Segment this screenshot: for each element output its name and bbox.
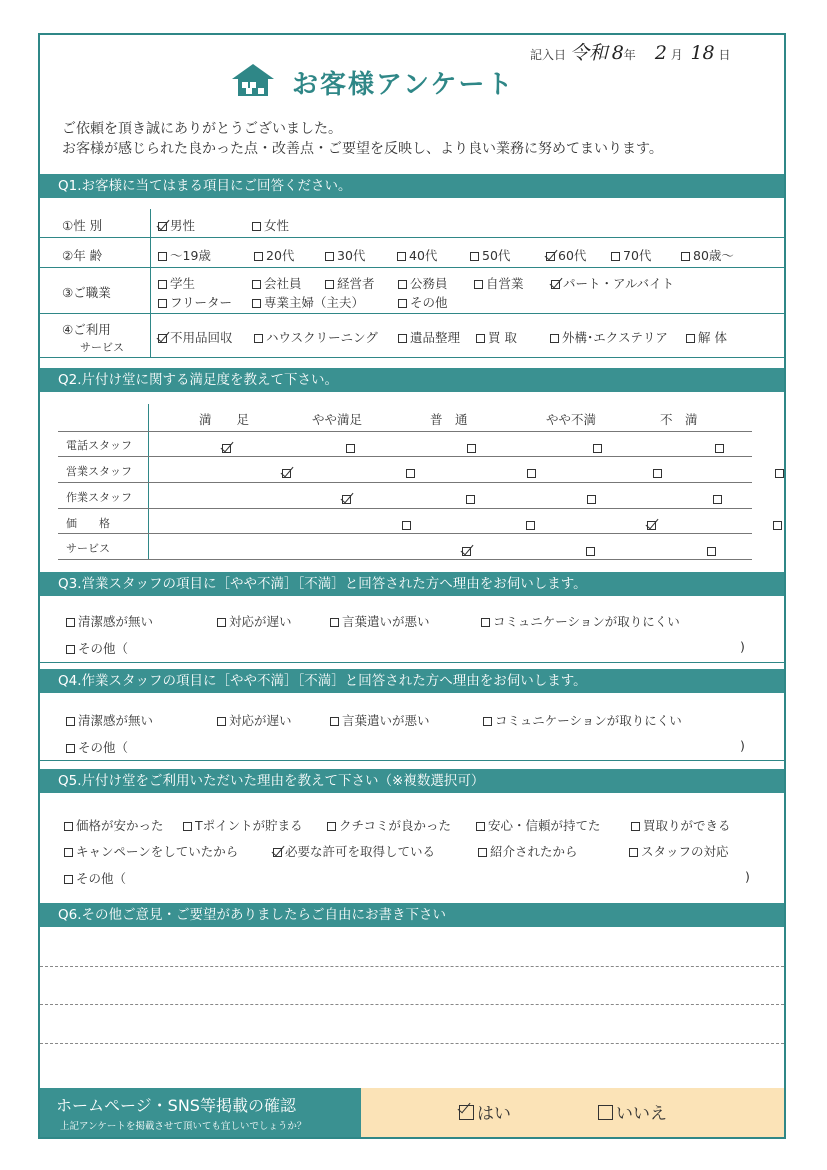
q5-opt-other[interactable]: その他（ — [64, 869, 126, 887]
q1-opt-female[interactable]: 女性 — [252, 216, 289, 234]
checkbox-icon[interactable] — [474, 280, 483, 289]
checkbox-checked-icon[interactable] — [158, 334, 167, 343]
q1-opt-buyback[interactable]: 買 取 — [476, 328, 517, 346]
q5-opt-buyback[interactable]: 買取りができる — [631, 816, 731, 834]
q1-label-service: ④ご利用 — [62, 322, 111, 337]
q2-heading: Q2.片付け堂に関する満足度を教えて下さい。 — [40, 368, 784, 392]
checkbox-icon[interactable] — [476, 334, 485, 343]
checkbox-icon[interactable] — [325, 280, 334, 289]
checkbox-icon[interactable] — [252, 222, 261, 231]
q2-row-phone-staff: 電話スタッフ — [66, 439, 132, 452]
q2-checkbox-checked-icon[interactable] — [462, 547, 471, 556]
date-month: 2 — [654, 42, 667, 64]
page-title: お客様アンケート — [292, 70, 515, 100]
q3-opt-rude[interactable]: 言葉遣いが悪い — [330, 612, 430, 630]
checkbox-icon[interactable] — [252, 299, 261, 308]
q1-opt-age-20[interactable]: 20代 — [254, 246, 294, 264]
footer-title: ホームページ・SNS等掲載の確認 — [56, 1096, 296, 1115]
checkbox-icon[interactable] — [681, 252, 690, 261]
q2-col-neutral: 普 通 — [430, 412, 468, 427]
q2-checkbox-icon[interactable] — [593, 444, 602, 453]
q1-opt-age-80[interactable]: 80歳～ — [681, 246, 734, 264]
checkbox-icon[interactable] — [158, 299, 167, 308]
checkbox-icon[interactable] — [330, 717, 339, 726]
q2-checkbox-checked-icon[interactable] — [282, 469, 291, 478]
q1-opt-executive[interactable]: 経営者 — [325, 274, 375, 292]
q5-other-close: ) — [745, 869, 750, 884]
checkbox-icon[interactable] — [398, 334, 407, 343]
q2-checkbox-icon[interactable] — [406, 469, 415, 478]
checkbox-icon[interactable] — [158, 252, 167, 261]
q1-opt-student[interactable]: 学生 — [158, 274, 195, 292]
q5-opt-trust[interactable]: 安心・信頼が持てた — [476, 816, 601, 834]
q3-opt-unclean[interactable]: 清潔感が無い — [66, 612, 153, 630]
q1-label-gender: ①性 別 — [62, 218, 103, 233]
q6-heading: Q6.その他ご意見・ご要望がありましたらご自由にお書き下さい — [40, 903, 784, 927]
checkbox-checked-icon[interactable] — [546, 252, 555, 261]
q2-col-somewhat-satisfied: やや満足 — [312, 412, 363, 427]
q1-opt-freeter[interactable]: フリーター — [158, 293, 232, 311]
q1-opt-age-30[interactable]: 30代 — [325, 246, 365, 264]
checkbox-icon[interactable] — [252, 280, 261, 289]
q5-opt-campaign[interactable]: キャンペーンをしていたから — [64, 842, 238, 860]
q1-opt-other[interactable]: その他 — [398, 293, 448, 311]
q3-heading: Q3.営業スタッフの項目に［やや不満］［不満］と回答された方へ理由をお伺いします。 — [40, 572, 784, 596]
checkbox-icon[interactable] — [598, 1105, 613, 1120]
q2-checkbox-icon[interactable] — [653, 469, 662, 478]
q3-opt-other[interactable]: その他（ — [66, 639, 128, 657]
q2-checkbox-icon[interactable] — [527, 469, 536, 478]
q1-opt-homemaker[interactable]: 専業主婦（主夫） — [252, 293, 364, 311]
q1-opt-age-40[interactable]: 40代 — [397, 246, 437, 264]
q1-heading: Q1.お客様に当てはまる項目にご回答ください。 — [40, 174, 784, 198]
date-day-unit: 日 — [718, 48, 731, 62]
consent-no[interactable]: いいえ — [598, 1099, 667, 1124]
q6-comment-area[interactable] — [40, 930, 784, 1087]
checkbox-icon[interactable] — [330, 618, 339, 627]
checkbox-icon[interactable] — [158, 280, 167, 289]
q2-checkbox-icon[interactable] — [715, 444, 724, 453]
footer-consent-label — [40, 1088, 361, 1137]
q4-opt-communication[interactable]: コミュニケーションが取りにくい — [483, 711, 682, 729]
checkbox-checked-icon[interactable] — [273, 848, 282, 857]
date-day: 18 — [690, 42, 715, 64]
q4-opt-other[interactable]: その他（ — [66, 738, 128, 756]
q1-opt-self-employed[interactable]: 自営業 — [474, 274, 524, 292]
checkbox-icon[interactable] — [398, 299, 407, 308]
q4-other-close: ) — [740, 738, 745, 753]
q5-heading: Q5.片付け堂をご利用いただいた理由を教えて下さい（※複数選択可） — [40, 769, 784, 793]
intro-line-2: お客様が感じられた良かった点・改善点・ご要望を反映し、より良い業務に努めてまいります。 — [62, 141, 663, 157]
q2-row-sales-staff: 営業スタッフ — [66, 465, 132, 478]
checkbox-icon[interactable] — [327, 822, 336, 831]
q5-opt-staff[interactable]: スタッフの対応 — [629, 842, 729, 860]
checkbox-icon[interactable] — [483, 717, 492, 726]
date-year-unit: 年 — [623, 48, 636, 62]
q2-checkbox-icon[interactable] — [402, 521, 411, 530]
checkbox-icon[interactable] — [66, 717, 75, 726]
consent-yes[interactable]: はい — [459, 1099, 511, 1124]
checkbox-icon[interactable] — [325, 252, 334, 261]
checkbox-checked-icon[interactable] — [158, 222, 167, 231]
q2-checkbox-checked-icon[interactable] — [647, 521, 656, 530]
q1-opt-age-70[interactable]: 70代 — [611, 246, 651, 264]
date-label: 記入日 — [530, 48, 567, 62]
q2-checkbox-icon[interactable] — [713, 495, 722, 504]
q1-opt-male[interactable]: 男性 — [158, 216, 195, 234]
q1-opt-civil-servant[interactable]: 公務員 — [398, 274, 448, 292]
q1-opt-exterior[interactable]: 外構･エクステリア — [550, 328, 668, 346]
checkbox-icon[interactable] — [481, 618, 490, 627]
date-month-unit: 月 — [670, 48, 683, 62]
checkbox-icon[interactable] — [254, 334, 263, 343]
q5-opt-license[interactable]: 必要な許可を取得している — [273, 842, 435, 860]
q2-row-price: 価 格 — [66, 517, 110, 530]
entry-date — [530, 38, 730, 65]
q4-opt-slow[interactable]: 対応が遅い — [217, 711, 292, 729]
checkbox-checked-icon[interactable] — [551, 280, 560, 289]
q2-checkbox-icon[interactable] — [526, 521, 535, 530]
checkbox-icon[interactable] — [66, 618, 75, 627]
checkbox-icon[interactable] — [64, 875, 73, 884]
q5-opt-tpoint[interactable]: Tポイントが貯まる — [183, 816, 303, 834]
q4-heading: Q4.作業スタッフの項目に［やや不満］［不満］と回答された方へ理由をお伺いします。 — [40, 669, 784, 693]
checkbox-icon[interactable] — [217, 717, 226, 726]
q2-checkbox-icon[interactable] — [773, 521, 782, 530]
q1-opt-demolition[interactable]: 解 体 — [686, 328, 727, 346]
q5-opt-cheap[interactable]: 価格が安かった — [64, 816, 164, 834]
checkbox-icon[interactable] — [64, 822, 73, 831]
date-year: 8 — [611, 42, 624, 64]
q2-col-dissatisfied: 不 満 — [660, 412, 698, 427]
q5-opt-referral[interactable]: 紹介されたから — [478, 842, 578, 860]
checkbox-icon[interactable] — [64, 848, 73, 857]
checkbox-checked-icon[interactable] — [459, 1105, 474, 1120]
q2-row-service: サービス — [66, 542, 110, 555]
q2-checkbox-icon[interactable] — [707, 547, 716, 556]
footer-subtitle: 上記アンケートを掲載させて頂いても宜しいでしょうか？ — [60, 1121, 307, 1132]
q2-col-satisfied: 満 足 — [199, 412, 250, 427]
q2-rating-grid — [0, 0, 827, 19]
q1-opt-age-60[interactable]: 60代 — [546, 246, 586, 264]
checkbox-icon[interactable] — [183, 822, 192, 831]
checkbox-icon[interactable] — [478, 848, 487, 857]
q1-opt-part-time[interactable]: パート・アルバイト — [551, 274, 674, 292]
q1-label-occupation: ③ご職業 — [62, 285, 111, 300]
checkbox-icon[interactable] — [470, 252, 479, 261]
q2-checkbox-icon[interactable] — [346, 444, 355, 453]
checkbox-icon[interactable] — [217, 618, 226, 627]
checkbox-icon[interactable] — [631, 822, 640, 831]
intro-line-1: ご依頼を頂き誠にありがとうございました。 — [62, 121, 342, 137]
q1-sublabel-service: サービス — [80, 341, 124, 354]
q2-checkbox-icon[interactable] — [586, 547, 595, 556]
q1-opt-junk-removal[interactable]: 不用品回収 — [158, 328, 233, 346]
q4-opt-rude[interactable]: 言葉遣いが悪い — [330, 711, 430, 729]
q3-other-close: ) — [740, 639, 745, 654]
q2-checkbox-checked-icon[interactable] — [342, 495, 351, 504]
q1-opt-estate-clearing[interactable]: 遺品整理 — [398, 328, 460, 346]
q4-opt-unclean[interactable]: 清潔感が無い — [66, 711, 153, 729]
checkbox-icon[interactable] — [254, 252, 263, 261]
footer-consent-options — [361, 1088, 784, 1137]
q2-checkbox-checked-icon[interactable] — [222, 444, 231, 453]
date-era: 令和 — [569, 42, 608, 64]
checkbox-icon[interactable] — [611, 252, 620, 261]
q2-checkbox-icon[interactable] — [587, 495, 596, 504]
q1-opt-house-cleaning[interactable]: ハウスクリーニング — [254, 328, 378, 346]
q2-row-work-staff: 作業スタッフ — [66, 491, 132, 504]
checkbox-icon[interactable] — [686, 334, 695, 343]
q2-checkbox-icon[interactable] — [467, 444, 476, 453]
q2-checkbox-icon[interactable] — [775, 469, 784, 478]
checkbox-icon[interactable] — [629, 848, 638, 857]
q1-label-age: ②年 齢 — [62, 248, 103, 263]
checkbox-icon[interactable] — [66, 744, 75, 753]
house-logo-icon — [230, 62, 276, 98]
q3-opt-slow[interactable]: 対応が遅い — [217, 612, 292, 630]
checkbox-icon[interactable] — [397, 252, 406, 261]
checkbox-icon[interactable] — [66, 645, 75, 654]
checkbox-icon[interactable] — [550, 334, 559, 343]
checkbox-icon[interactable] — [476, 822, 485, 831]
q3-opt-communication[interactable]: コミュニケーションが取りにくい — [481, 612, 680, 630]
q2-col-somewhat-dissatisfied: やや不満 — [546, 412, 597, 427]
checkbox-icon[interactable] — [398, 280, 407, 289]
q5-opt-reviews[interactable]: クチコミが良かった — [327, 816, 451, 834]
q2-checkbox-icon[interactable] — [466, 495, 475, 504]
q1-opt-employee[interactable]: 会社員 — [252, 274, 302, 292]
q1-opt-age-50[interactable]: 50代 — [470, 246, 510, 264]
q1-opt-age-19[interactable]: ～19歳 — [158, 246, 211, 264]
